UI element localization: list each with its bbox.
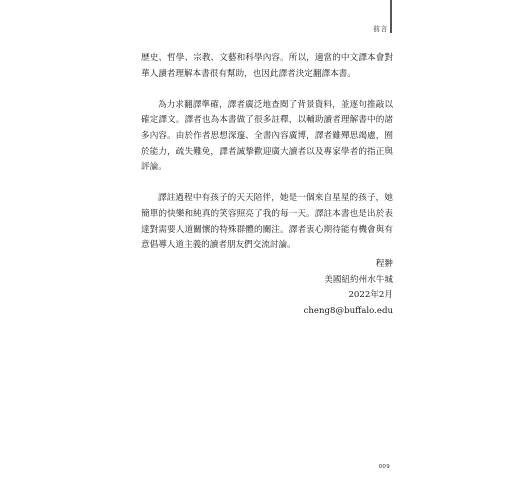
body-text <box>141 51 393 269</box>
signature-location: 美國紐約州水牛城 <box>324 274 393 285</box>
header-rule <box>390 0 392 33</box>
signature-date: 2022年2月 <box>348 290 393 301</box>
running-head: 前言 <box>373 25 388 33</box>
signature-email: cheng8@buffalo.edu <box>303 305 393 316</box>
paragraph-continued: 歷史、哲學、宗教、文藝和科學內容。所以，適當的中文譯本會對華人讀者理解本書很有幫助，也因此譯者決定翻譯本書。 <box>141 53 393 79</box>
translator-name: 程翀 <box>375 259 393 269</box>
paragraph-translation-method: 為力求翻譯準確，譯者廣泛地查閱了背景資料，並逐句推敲以確定譯文。譯者也為本書做了很多註釋，以輔助讀者理解書中的諸多內容。由於作者思想深邃、全書內容廣博，譯者雖殫思竭慮，囿於能力，疏失難免，譯者誠摯歡迎廣大讀者以及專家學者的指正與評論。 <box>141 99 393 173</box>
signature-block <box>270 257 393 319</box>
page-number: 009 <box>378 464 390 470</box>
paragraph-acknowledgement: 譯註過程中有孩子的天天陪伴，她是一個來自星星的孩子，她簡單的快樂和純真的笑容照亮了我的每一天。譯註本書也是出於表達對需要人道關懷的特殊群體的關注。譯者衷心期待能有機會與有意倡導人道主義的讀者朋友們交流討論。 <box>141 193 393 251</box>
